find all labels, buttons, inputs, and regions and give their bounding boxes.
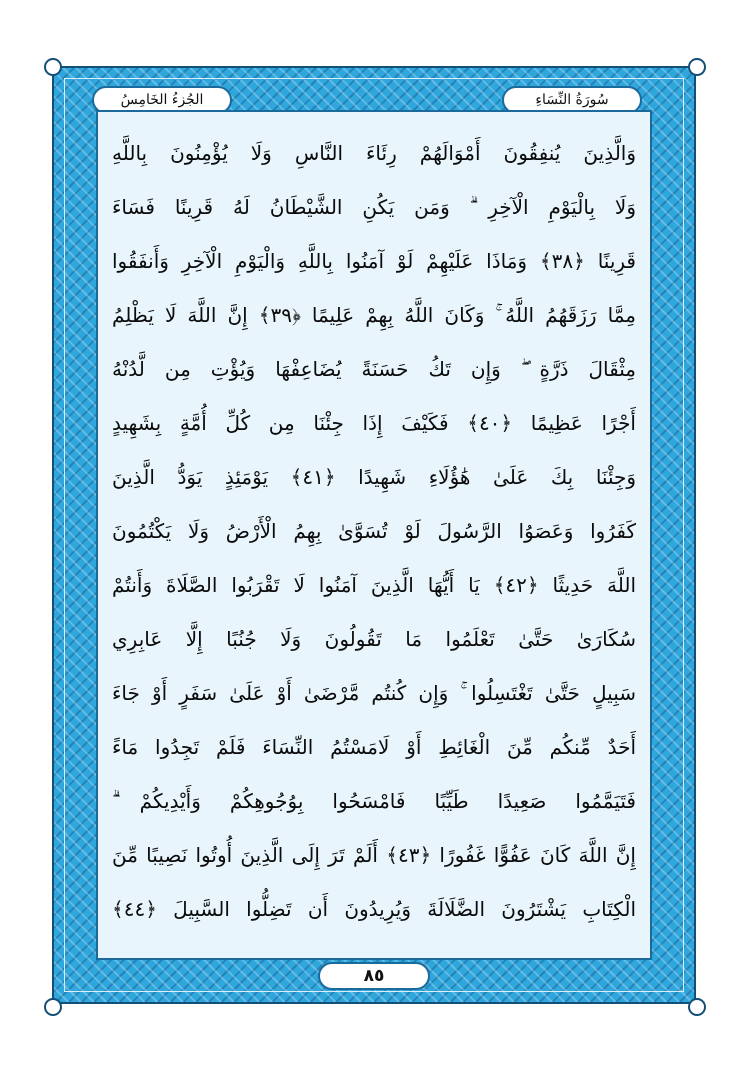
juz-name-label: الجُزءُ الخَامِسُ: [120, 92, 204, 108]
verse-line: مِثْقَالَ ذَرَّةٍ ۖ وَإِن تَكُ حَسَنَةً يُضَاعِفْهَا وَيُؤْتِ مِن لَّدُنْهُ: [112, 357, 636, 381]
page-number: ٨٥: [363, 966, 385, 986]
surah-name-label: سُورَةُ النِّسَاءِ: [535, 92, 609, 108]
verse-line: أَجْرًا عَظِيمًا ﴿٤٠﴾ فَكَيْفَ إِذَا جِئْنَا مِن كُلِّ أُمَّةٍ بِشَهِيدٍ: [112, 411, 636, 435]
verse-line: كَفَرُوا وَعَصَوُا الرَّسُولَ لَوْ تُسَوَّىٰ بِهِمُ الْأَرْضُ وَلَا يَكْتُمُونَ: [112, 519, 636, 543]
verse-line: مِمَّا رَزَقَهُمُ اللَّهُ ۚ وَكَانَ اللَّهُ بِهِمْ عَلِيمًا ﴿٣٩﴾ إِنَّ اللَّهَ لَا يَظْلِمُ: [112, 303, 636, 327]
verse-line: وَجِئْنَا بِكَ عَلَىٰ هَٰؤُلَاءِ شَهِيدًا ﴿٤١﴾ يَوْمَئِذٍ يَوَدُّ الَّذِينَ: [112, 465, 636, 489]
verse-line: وَلَا بِالْيَوْمِ الْآخِرِ ۗ وَمَن يَكُنِ الشَّيْطَانُ لَهُ قَرِينًا فَسَاءَ: [112, 195, 636, 219]
corner-ornament-icon: [688, 998, 706, 1016]
verse-line: قَرِينًا ﴿٣٨﴾ وَمَاذَا عَلَيْهِمْ لَوْ آمَنُوا بِاللَّهِ وَالْيَوْمِ الْآخِرِ وَأَنفَقُوا: [112, 249, 636, 273]
verse-line: فَتَيَمَّمُوا صَعِيدًا طَيِّبًا فَامْسَحُوا بِوُجُوهِكُمْ وَأَيْدِيكُمْ ۗ: [112, 789, 636, 813]
corner-ornament-icon: [44, 998, 62, 1016]
verse-line: أَحَدٌ مِّنكُم مِّنَ الْغَائِطِ أَوْ لَامَسْتُمُ النِّسَاءَ فَلَمْ تَجِدُوا مَاءً: [112, 735, 636, 759]
page-number-badge: [318, 962, 430, 990]
verse-line: سَبِيلٍ حَتَّىٰ تَغْتَسِلُوا ۚ وَإِن كُنتُم مَّرْضَىٰ أَوْ عَلَىٰ سَفَرٍ أَوْ جَاءَ: [112, 681, 636, 705]
verse-line: وَالَّذِينَ يُنفِقُونَ أَمْوَالَهُمْ رِئَاءَ النَّاسِ وَلَا يُؤْمِنُونَ بِاللَّهِ: [112, 141, 636, 165]
corner-ornament-icon: [44, 58, 62, 76]
verse-line: اللَّهَ حَدِيثًا ﴿٤٢﴾ يَا أَيُّهَا الَّذِينَ آمَنُوا لَا تَقْرَبُوا الصَّلَاةَ وَأَنتُمْ: [112, 573, 636, 597]
verse-lines: [112, 128, 636, 948]
verse-line: سُكَارَىٰ حَتَّىٰ تَعْلَمُوا مَا تَقُولُونَ وَلَا جُنُبًا إِلَّا عَابِرِي: [112, 627, 636, 651]
corner-ornament-icon: [688, 58, 706, 76]
verse-line: الْكِتَابِ يَشْتَرُونَ الضَّلَالَةَ وَيُرِيدُونَ أَن تَضِلُّوا السَّبِيلَ ﴿٤٤﴾: [112, 897, 636, 921]
verse-line: إِنَّ اللَّهَ كَانَ عَفُوًّا غَفُورًا ﴿٤٣﴾ أَلَمْ تَرَ إِلَى الَّذِينَ أُوتُوا نَصِيبًا مِّنَ: [112, 843, 636, 867]
